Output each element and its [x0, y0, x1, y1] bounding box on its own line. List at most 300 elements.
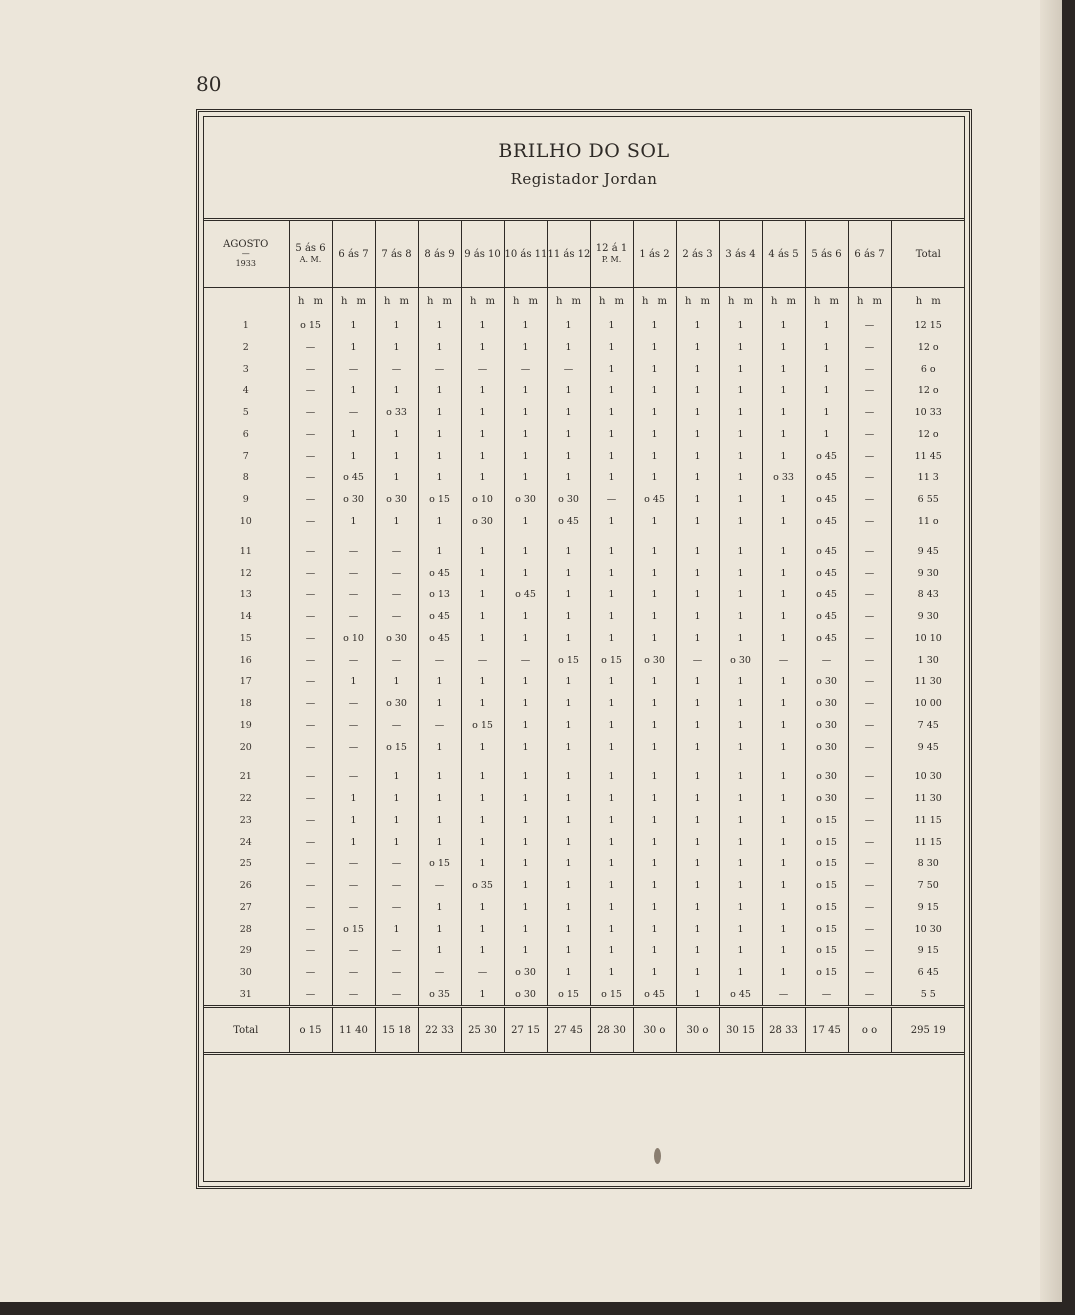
hour-value-cell: 1	[461, 467, 504, 489]
hour-value-cell: 1	[590, 584, 633, 606]
hour-value-cell: 1	[590, 532, 633, 562]
hour-value-cell: 1	[762, 606, 805, 628]
day-cell: 7	[242, 450, 249, 462]
hour-value-cell: 1	[762, 875, 805, 897]
row-total-cell: 12 o	[891, 337, 965, 359]
hour-value-cell: o 15	[805, 853, 848, 875]
hour-value-cell: 1	[805, 315, 848, 337]
hour-value-cell: —	[848, 736, 891, 758]
hour-value-cell: o 13	[418, 584, 461, 606]
hour-value-cell: 1	[762, 511, 805, 533]
hour-value-cell: —	[848, 962, 891, 984]
hour-value-cell: 1	[676, 489, 719, 511]
hour-value-cell: 1	[461, 402, 504, 424]
header-hour-interval	[719, 220, 762, 288]
table-row	[203, 875, 965, 897]
hour-value-cell: 1	[676, 671, 719, 693]
hour-value-cell: 1	[676, 424, 719, 446]
hour-value-cell: 1	[719, 562, 762, 584]
hour-value-cell: 1	[762, 693, 805, 715]
hour-value-cell: 1	[762, 758, 805, 788]
table-row	[203, 671, 965, 693]
hour-value-cell: —	[332, 714, 375, 736]
unit-label: h m	[891, 288, 965, 315]
hour-value-cell: 1	[418, 693, 461, 715]
hour-value-cell: 1	[676, 467, 719, 489]
hour-value-cell: 1	[547, 962, 590, 984]
hour-value-cell: —	[848, 853, 891, 875]
hour-value-cell: 1	[590, 424, 633, 446]
hour-value-cell: 1	[504, 788, 547, 810]
hour-value-cell: 1	[719, 358, 762, 380]
hour-value-cell: 1	[633, 918, 676, 940]
hour-value-cell: —	[289, 897, 332, 919]
unit-label: h m	[590, 288, 633, 315]
hour-value-cell: 1	[633, 897, 676, 919]
hour-value-cell: 1	[762, 315, 805, 337]
hour-value-cell: —	[418, 714, 461, 736]
hour-value-cell: 1	[332, 445, 375, 467]
table-subtitle: Registador Jordan	[510, 170, 658, 188]
table-row	[203, 649, 965, 671]
hour-value-cell: 1	[590, 380, 633, 402]
hour-value-cell: 1	[418, 918, 461, 940]
hour-value-cell: 1	[504, 918, 547, 940]
header-text: 9 ás 10	[464, 248, 501, 260]
table-row	[203, 918, 965, 940]
hour-value-cell: 1	[762, 584, 805, 606]
hour-value-cell: —	[289, 445, 332, 467]
hour-value-cell: 1	[719, 714, 762, 736]
hour-value-cell: 1	[418, 424, 461, 446]
hour-value-cell: 1	[633, 810, 676, 832]
unit-label: h m	[547, 288, 590, 315]
hour-value-cell: —	[848, 875, 891, 897]
hour-value-cell: o 15	[418, 853, 461, 875]
header-month-year	[203, 220, 289, 288]
column-total-cell: 295 19	[891, 1007, 965, 1054]
hour-value-cell: 1	[461, 671, 504, 693]
hour-value-cell: o 30	[332, 489, 375, 511]
hour-value-cell: o 30	[805, 714, 848, 736]
hour-value-cell: —	[504, 358, 547, 380]
table-row	[203, 511, 965, 533]
table-row	[203, 358, 965, 380]
hour-value-cell: —	[332, 606, 375, 628]
hour-value-cell: —	[848, 693, 891, 715]
hour-value-cell: —	[289, 358, 332, 380]
hour-value-cell: 1	[375, 788, 418, 810]
row-total-cell: 10 30	[891, 918, 965, 940]
header-text: —	[241, 249, 250, 258]
hour-value-cell: 1	[676, 736, 719, 758]
hour-value-cell: 1	[504, 380, 547, 402]
hour-value-cell: o 30	[504, 489, 547, 511]
day-cell: 31	[239, 988, 252, 1000]
header-text: 6 ás 7	[338, 248, 369, 260]
day-cell: 10	[239, 515, 252, 527]
header-text: 11 ás 12	[547, 248, 590, 260]
hour-value-cell: —	[848, 831, 891, 853]
hour-value-cell: o 45	[805, 532, 848, 562]
table-row	[203, 962, 965, 984]
hour-value-cell: o 30	[805, 788, 848, 810]
hour-value-cell: 1	[762, 445, 805, 467]
day-cell: 1	[242, 320, 249, 332]
hour-value-cell: 1	[676, 984, 719, 1007]
hour-value-cell: 1	[418, 788, 461, 810]
hour-value-cell: 1	[676, 897, 719, 919]
day-cell: 27	[239, 901, 252, 913]
header-text: AGOSTO	[223, 239, 269, 250]
hour-value-cell: o 45	[719, 984, 762, 1007]
header-text: 7 ás 8	[381, 248, 412, 260]
hour-value-cell: 1	[676, 853, 719, 875]
header-hour-interval	[289, 220, 332, 288]
day-cell: 28	[239, 923, 252, 935]
hour-value-cell: 1	[719, 489, 762, 511]
header-hour-interval	[332, 220, 375, 288]
hour-value-cell: —	[848, 467, 891, 489]
hour-value-cell: o 45	[805, 445, 848, 467]
hour-value-cell: o 30	[375, 489, 418, 511]
column-total-cell: 25 30	[461, 1007, 504, 1054]
hour-value-cell: 1	[633, 511, 676, 533]
table-row	[203, 562, 965, 584]
hour-value-cell: 1	[719, 897, 762, 919]
table-title: BRILHO DO SOL	[498, 140, 670, 162]
unit-label: h m	[375, 288, 418, 315]
hour-value-cell: —	[289, 649, 332, 671]
header-hour-interval	[633, 220, 676, 288]
hour-value-cell: 1	[504, 511, 547, 533]
hour-value-cell: 1	[375, 380, 418, 402]
row-total-cell: 11 45	[891, 445, 965, 467]
hour-value-cell: —	[375, 853, 418, 875]
hour-value-cell: 1	[719, 467, 762, 489]
hour-value-cell: 1	[461, 424, 504, 446]
table-row	[203, 532, 965, 562]
day-cell: 6	[242, 428, 249, 440]
hour-value-cell: —	[332, 693, 375, 715]
header-total	[891, 220, 965, 288]
hour-value-cell: —	[375, 714, 418, 736]
hour-value-cell: —	[848, 758, 891, 788]
hour-value-cell: o 15	[805, 875, 848, 897]
hour-value-cell: —	[332, 962, 375, 984]
hour-value-cell: 1	[590, 671, 633, 693]
unit-label: h m	[805, 288, 848, 315]
header-text: 4 ás 5	[768, 248, 799, 260]
hour-value-cell: 1	[418, 467, 461, 489]
hour-value-cell: —	[332, 736, 375, 758]
hour-value-cell: —	[848, 606, 891, 628]
page-number: 80	[196, 72, 222, 96]
hour-value-cell: 1	[375, 918, 418, 940]
hour-value-cell: 1	[461, 736, 504, 758]
hour-value-cell: 1	[504, 424, 547, 446]
hour-value-cell: 1	[375, 445, 418, 467]
hour-value-cell: 1	[418, 897, 461, 919]
hour-value-cell: o 45	[547, 511, 590, 533]
header-hour-interval	[805, 220, 848, 288]
hour-value-cell: —	[418, 358, 461, 380]
hour-value-cell: 1	[504, 315, 547, 337]
hour-value-cell: o 33	[375, 402, 418, 424]
header-hour-interval	[375, 220, 418, 288]
hour-value-cell: 1	[762, 810, 805, 832]
hour-value-cell: —	[332, 984, 375, 1007]
hour-value-cell: —	[289, 627, 332, 649]
hour-value-cell: 1	[676, 402, 719, 424]
hour-value-cell: 1	[590, 562, 633, 584]
hour-value-cell: 1	[461, 693, 504, 715]
hour-value-cell: 1	[547, 671, 590, 693]
hour-value-cell: —	[289, 940, 332, 962]
hour-value-cell: —	[676, 649, 719, 671]
hour-value-cell: —	[289, 584, 332, 606]
table-row	[203, 736, 965, 758]
hour-value-cell: 1	[375, 424, 418, 446]
hour-value-cell: —	[289, 606, 332, 628]
hour-value-cell: —	[332, 358, 375, 380]
hour-value-cell: 1	[633, 831, 676, 853]
hour-value-cell: o 15	[289, 315, 332, 337]
hour-value-cell: 1	[547, 714, 590, 736]
unit-label: h m	[332, 288, 375, 315]
hour-value-cell: 1	[805, 380, 848, 402]
hour-value-cell: —	[848, 788, 891, 810]
unit-label: h m	[848, 288, 891, 315]
header-text: 12 á 1	[595, 243, 628, 254]
hour-value-cell: 1	[805, 402, 848, 424]
hour-value-cell: o 15	[805, 918, 848, 940]
row-total-cell: 11 30	[891, 788, 965, 810]
hour-value-cell: 1	[805, 358, 848, 380]
row-total-cell: 10 10	[891, 627, 965, 649]
hour-value-cell: o 15	[590, 984, 633, 1007]
hour-value-cell: 1	[762, 402, 805, 424]
total-label: Total	[203, 1007, 289, 1054]
hour-value-cell: o 30	[805, 693, 848, 715]
day-cell: 26	[239, 880, 252, 892]
hour-value-cell: 1	[805, 337, 848, 359]
hour-value-cell: —	[504, 649, 547, 671]
hour-value-cell: 1	[547, 562, 590, 584]
header-hour-interval	[504, 220, 547, 288]
hour-value-cell: —	[375, 962, 418, 984]
hour-value-cell: 1	[676, 358, 719, 380]
hour-value-cell: 1	[590, 445, 633, 467]
hour-value-cell: —	[289, 918, 332, 940]
hour-value-cell: 1	[633, 380, 676, 402]
day-cell: 3	[242, 363, 249, 375]
hour-value-cell: 1	[504, 897, 547, 919]
hour-value-cell: 1	[547, 853, 590, 875]
hour-value-cell: —	[848, 671, 891, 693]
hour-value-cell: o 45	[633, 489, 676, 511]
hour-value-cell: 1	[719, 940, 762, 962]
hour-value-cell: 1	[676, 714, 719, 736]
hour-value-cell: 1	[375, 831, 418, 853]
hour-value-cell: 1	[719, 511, 762, 533]
row-total-cell: 9 45	[891, 532, 965, 562]
hour-value-cell: 1	[676, 810, 719, 832]
hour-value-cell: 1	[676, 940, 719, 962]
column-total-cell: 30 o	[676, 1007, 719, 1054]
hour-value-cell: o 15	[805, 810, 848, 832]
header-text: 3 ás 4	[725, 248, 756, 260]
header-text: 10 ás 11	[504, 248, 547, 260]
column-total-cell: o 15	[289, 1007, 332, 1054]
hour-value-cell: o 15	[590, 649, 633, 671]
hour-value-cell: 1	[719, 736, 762, 758]
hour-value-cell: 1	[547, 788, 590, 810]
header-hour-interval	[547, 220, 590, 288]
hour-value-cell: 1	[590, 758, 633, 788]
hour-value-cell: 1	[590, 315, 633, 337]
hour-value-cell: —	[289, 853, 332, 875]
hour-value-cell: 1	[504, 402, 547, 424]
table-body	[203, 288, 965, 1054]
page-edge	[1040, 0, 1062, 1302]
hour-value-cell: o 15	[332, 918, 375, 940]
hour-value-cell: 1	[418, 511, 461, 533]
day-cell: 21	[239, 771, 252, 783]
hour-value-cell: 1	[590, 402, 633, 424]
hour-value-cell: 1	[418, 671, 461, 693]
hour-value-cell: o 30	[504, 962, 547, 984]
hour-value-cell: 1	[418, 315, 461, 337]
hour-value-cell: 1	[461, 584, 504, 606]
hour-value-cell: o 30	[375, 627, 418, 649]
hour-value-cell: —	[848, 584, 891, 606]
hour-value-cell: o 45	[805, 584, 848, 606]
hour-value-cell: 1	[547, 467, 590, 489]
hour-value-cell: —	[848, 532, 891, 562]
hour-value-cell: —	[289, 489, 332, 511]
hour-value-cell: 1	[590, 337, 633, 359]
row-total-cell: 6 55	[891, 489, 965, 511]
hour-value-cell: 1	[547, 584, 590, 606]
hour-value-cell: o 30	[547, 489, 590, 511]
hour-value-cell: —	[805, 649, 848, 671]
hour-value-cell: —	[762, 984, 805, 1007]
hour-value-cell: 1	[332, 424, 375, 446]
day-cell: 24	[239, 836, 252, 848]
hour-value-cell: 1	[418, 758, 461, 788]
hour-value-cell: 1	[375, 467, 418, 489]
hour-value-cell: o 45	[418, 562, 461, 584]
hour-value-cell: —	[375, 358, 418, 380]
hour-value-cell: 1	[504, 875, 547, 897]
hour-value-cell: 1	[461, 810, 504, 832]
hour-value-cell: 1	[504, 627, 547, 649]
hour-value-cell: 1	[504, 532, 547, 562]
header-text: P. M.	[601, 255, 622, 264]
hour-value-cell: —	[762, 649, 805, 671]
hour-value-cell: 1	[504, 736, 547, 758]
table-row	[203, 693, 965, 715]
header-text: 5 ás 6	[811, 248, 842, 260]
hour-value-cell: 1	[676, 693, 719, 715]
hour-value-cell: o 10	[332, 627, 375, 649]
row-total-cell: 8 43	[891, 584, 965, 606]
hour-value-cell: 1	[590, 358, 633, 380]
hour-value-cell: 1	[719, 606, 762, 628]
row-total-cell: 10 00	[891, 693, 965, 715]
hour-value-cell: 1	[375, 810, 418, 832]
day-cell: 29	[239, 945, 252, 957]
hour-value-cell: 1	[762, 788, 805, 810]
day-cell: 13	[239, 589, 252, 601]
day-cell: 22	[239, 793, 252, 805]
hour-value-cell: o 15	[375, 736, 418, 758]
row-total-cell: 8 30	[891, 853, 965, 875]
hour-value-cell: 1	[504, 758, 547, 788]
hour-value-cell: 1	[504, 445, 547, 467]
hour-value-cell: 1	[547, 758, 590, 788]
hour-value-cell: 1	[676, 584, 719, 606]
hour-value-cell: —	[332, 584, 375, 606]
hour-value-cell: 1	[461, 562, 504, 584]
hour-value-cell: 1	[547, 940, 590, 962]
table-row	[203, 424, 965, 446]
table-row	[203, 714, 965, 736]
row-total-cell: 11 3	[891, 467, 965, 489]
hour-value-cell: —	[375, 584, 418, 606]
hour-value-cell: o 15	[418, 489, 461, 511]
unit-label: h m	[418, 288, 461, 315]
hour-value-cell: 1	[762, 532, 805, 562]
hour-value-cell: —	[289, 693, 332, 715]
hour-value-cell: 1	[461, 984, 504, 1007]
hour-value-cell: 1	[762, 940, 805, 962]
hour-value-cell: o 45	[805, 467, 848, 489]
hour-value-cell: 1	[590, 897, 633, 919]
hour-value-cell: —	[289, 402, 332, 424]
hour-value-cell: 1	[504, 940, 547, 962]
hour-value-cell: —	[289, 562, 332, 584]
header-hour-interval	[848, 220, 891, 288]
day-cell: 9	[242, 494, 249, 506]
hour-value-cell: 1	[590, 714, 633, 736]
hour-value-cell: o 10	[461, 489, 504, 511]
header-text: 5 ás 6	[295, 243, 326, 254]
hour-value-cell: —	[375, 984, 418, 1007]
hour-value-cell: 1	[547, 627, 590, 649]
hour-value-cell: —	[332, 897, 375, 919]
hour-value-cell: 1	[418, 831, 461, 853]
hour-value-cell: —	[332, 853, 375, 875]
hour-value-cell: 1	[375, 671, 418, 693]
hour-value-cell: 1	[676, 511, 719, 533]
hour-value-cell: 1	[762, 736, 805, 758]
hour-value-cell: 1	[547, 380, 590, 402]
hour-value-cell: 1	[676, 445, 719, 467]
column-total-cell: 15 18	[375, 1007, 418, 1054]
hour-value-cell: —	[848, 940, 891, 962]
hour-value-cell: —	[375, 562, 418, 584]
hour-value-cell: 1	[461, 788, 504, 810]
hour-value-cell: —	[332, 402, 375, 424]
day-cell: 18	[239, 698, 252, 710]
hour-value-cell: —	[332, 940, 375, 962]
hour-value-cell: 1	[762, 358, 805, 380]
column-total-cell: 11 40	[332, 1007, 375, 1054]
hour-value-cell: 1	[633, 532, 676, 562]
hour-value-cell: o 45	[805, 627, 848, 649]
